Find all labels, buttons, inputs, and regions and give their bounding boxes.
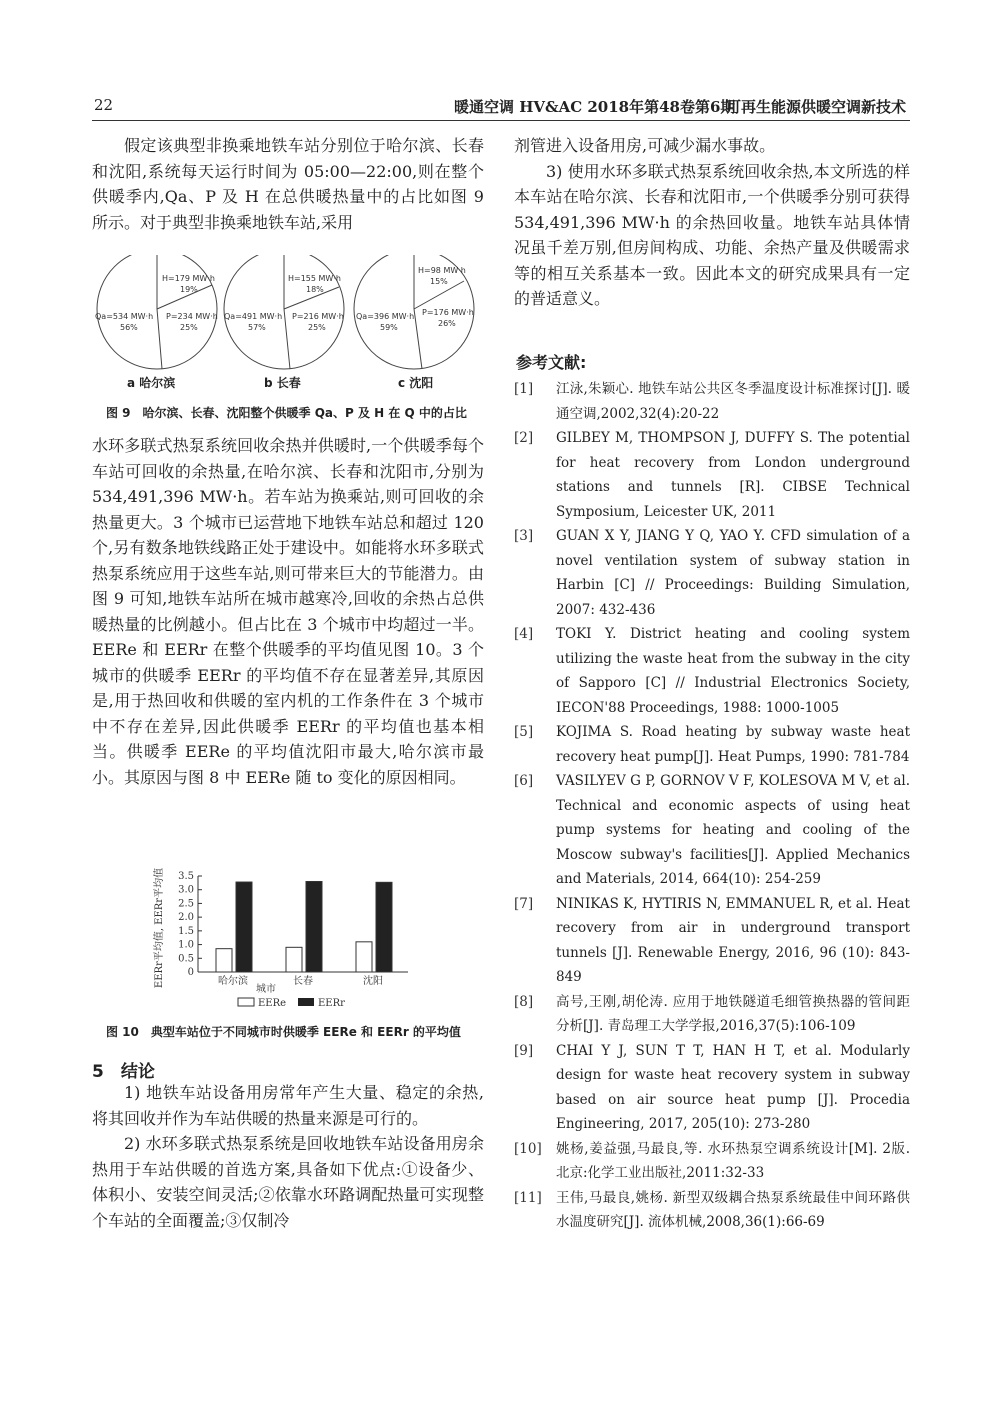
- pie-label-p-pct: 25%: [180, 323, 198, 332]
- reference-text: CHAI Y J, SUN T T, HAN H T, et al. Modularly design for waste heat recovery system in subway based on air source heat pump [J]. Procedia Engineering, 2017, 205(10): 273-280: [556, 1042, 910, 1132]
- reference-item: [514, 1039, 910, 1137]
- pie-label-qa: Qa=396 MW·h: [356, 312, 415, 321]
- pie-label-p-pct: 25%: [308, 323, 326, 332]
- pie-label-qa: Qa=534 MW·h: [95, 312, 154, 321]
- pie-label-p-pct: 26%: [438, 319, 456, 328]
- references-heading: 参考文献:: [516, 353, 587, 372]
- pie-city-label: a 哈尔滨: [127, 376, 176, 390]
- legend: [238, 998, 345, 1009]
- legend-swatch-eerr: [298, 998, 314, 1006]
- reference-item: [514, 1137, 910, 1186]
- reference-text: 王伟,马最良,姚杨. 新型双级耦合热泵系统最佳中间环路供水温度研究[J]. 流体机械,2008,36(1):66-69: [556, 1189, 910, 1230]
- bar-eerr: [376, 882, 392, 972]
- reference-text: NINIKAS K, HYTIRIS N, EMMANUEL R, et al. Heat recovery from air in underground transport tunnels [J]. Renewable Energy, 2016, 96 (10): 843-849: [556, 895, 910, 985]
- pie-label-h-pct: 18%: [306, 285, 324, 294]
- reference-number: [8]: [514, 993, 534, 1010]
- pie-label-h: H=98 MW·h: [418, 266, 466, 275]
- pie-label-p: P=216 MW·h: [292, 312, 344, 321]
- reference-item: [514, 720, 910, 769]
- reference-text: TOKI Y. District heating and cooling system utilizing the waste heat from the subway in the city of Sapporo [C] // Industrial Electronics Society, IECON'88 Proceedings, 1988: 1000-1005: [556, 626, 910, 716]
- reference-text: 高号,王刚,胡伦涛. 应用于地铁隧道毛细管换热器的管间距分析[J]. 青岛理工大学学报,2016,37(5):106-109: [556, 993, 910, 1034]
- right-column-top: [514, 133, 910, 312]
- bar-eere: [356, 942, 372, 972]
- page-number: 22: [94, 96, 114, 114]
- references-list: [514, 377, 910, 1235]
- reference-number: [4]: [514, 626, 534, 642]
- reference-text: VASILYEV G P, GORNOV V F, KOLESOVA M V, et al. Technical and economic aspects of using heat pump systems for heating and cooling of the Moscow subway's facilities[J]. Applied Mechanics and Materials, 2014, 664(10): 254-259: [556, 773, 910, 887]
- figure-9: [92, 255, 484, 405]
- y-tick-label: 0: [187, 967, 194, 978]
- bars-group: [216, 881, 392, 972]
- left-column-middle: [92, 433, 484, 790]
- bar-eerr: [306, 881, 322, 972]
- pie-haerbin: [95, 255, 218, 390]
- bar-eerr: [236, 882, 252, 972]
- bar-chart: [138, 868, 438, 1018]
- figure-9-caption: 图 9 哈尔滨、长春、沈阳整个供暖季 Qa、P 及 H 在 Q 中的占比: [106, 406, 467, 420]
- reference-item: [514, 524, 910, 622]
- x-tick-label: 长春: [293, 976, 313, 987]
- reference-item: [514, 769, 910, 892]
- pie-label-h: H=179 MW·h: [162, 274, 215, 283]
- bar-eere: [286, 947, 302, 972]
- figure-10-caption: 图 10 典型车站位于不同城市时供暖季 EERe 和 EERr 的平均值: [106, 1025, 461, 1039]
- x-axis-label: 城市: [256, 984, 276, 995]
- pie-label-h-pct: 15%: [430, 277, 448, 286]
- paragraph: 3) 使用水环多联式热泵系统回收余热,本文所选的样本车站在哈尔滨、长春和沈阳市,一个供暖季分别可获得 534,491,396 MW·h 的余热回收量。地铁车站具体情况虽千差万别,但房间构成、功能、余热产量及供暖需求等的相互关系基本一致。因此本文的研究成果具有一定的普适意义。: [514, 161, 910, 308]
- reference-number: [9]: [514, 1042, 534, 1059]
- y-tick-label: 0.5: [178, 953, 194, 965]
- pie-label-h: H=155 MW·h: [288, 274, 341, 283]
- pie-label-h-pct: 19%: [180, 285, 198, 294]
- y-axis-label: EERr平均值, EERr平均值: [154, 868, 165, 989]
- paragraph: 假定该典型非换乘地铁车站分别位于哈尔滨、长春和沈阳,系统每天运行时间为 05:00—22:00,则在整个供暖季内,Qa、P 及 H 在总供暖热量中的占比如图 9 所示。对于典型非换乘地铁车站,采用: [92, 136, 484, 232]
- reference-number: [7]: [514, 895, 534, 912]
- pie-changchun: [224, 255, 344, 390]
- legend-swatch-eere: [238, 998, 254, 1006]
- paragraph: 剂管进入设备用房,可减少漏水事故。: [514, 136, 776, 155]
- y-tick-label: 1.5: [178, 925, 194, 937]
- section-title: 可再生能源供暖空调新技术: [725, 98, 906, 116]
- paragraph: 2) 水环多联式热泵系统是回收地铁车站设备用房余热用于车站供暖的首选方案,具备如下优点:①设备少、体积小、安装空间灵活;②依靠水环路调配热量可实现整个车站的全面覆盖;③仅制冷: [92, 1134, 484, 1230]
- reference-item: [514, 892, 910, 990]
- reference-text: GUAN X Y, JIANG Y Q, YAO Y. CFD simulation of a novel ventilation system of subway station in Harbin [C] // Proceedings: Building Simulation, 2007: 432-436: [556, 528, 910, 618]
- reference-text: 江泳,朱颖心. 地铁车站公共区冬季温度设计标准探讨[J]. 暖通空调,2002,32(4):20-22: [556, 381, 910, 422]
- reference-text: GILBEY M, THOMPSON J, DUFFY S. The potential for heat recovery from London underground stations and tunnels [R]. CIBSE Technical Symposium, Leicester UK, 2011: [556, 430, 910, 520]
- left-column-bottom: [92, 1080, 484, 1233]
- reference-number: [5]: [514, 724, 534, 740]
- pie-label-qa: Qa=491 MW·h: [224, 312, 283, 321]
- reference-item: [514, 622, 910, 720]
- y-tick-label: 3.5: [178, 871, 194, 882]
- reference-number: [6]: [514, 773, 534, 789]
- y-tick-label: 3.0: [178, 884, 194, 896]
- pie-label-qa-pct: 59%: [380, 323, 398, 332]
- reference-number: [1]: [514, 381, 534, 397]
- pie-label-qa-pct: 56%: [120, 323, 138, 332]
- paragraph: 水环多联式热泵系统回收余热并供暖时,一个供暖季每个车站可回收的余热量,在哈尔滨、长春和沈阳市,分别为 534,491,396 MW·h。若车站为换乘站,则可回收的余热量更大。3 个城市已运营地下地铁车站总和超过 120 个,另有数条地铁线路正处于建设中。如能将水环多联式热泵系统应用于这些车站,则可带来巨大的节能潜力。由图 9 可知,地铁车站所在城市越寒冷,回收的余热占总供暖热量的比例越小。但占比在 3 个城市中均超过一半。EERe 和 EERr 在整个供暖季的平均值见图 10。3 个城市的供暖季 EERr 的平均值不存在显著差异,其原因是,用于热回收和供暖的室内机的工作条件在 3 个城市中不存在差异,因此供暖季 EERr 的平均值也基本相当。供暖季 EERe 的平均值沈阳市最大,哈尔滨市最小。其原因与图 8 中 EERe 随 to 变化的原因相同。: [92, 436, 484, 787]
- reference-number: [11]: [514, 1189, 542, 1206]
- reference-item: [514, 377, 910, 426]
- reference-item: [514, 1186, 910, 1235]
- reference-number: [3]: [514, 528, 534, 544]
- paragraph: 1) 地铁车站设备用房常年产生大量、稳定的余热,将其回收并作为车站供暖的热量来源是可行的。: [92, 1083, 484, 1128]
- x-tick-label: 哈尔滨: [218, 976, 248, 987]
- reference-text: KOJIMA S. Road heating by subway waste heat recovery heat pump[J]. Heat Pumps, 1990: 781-784: [556, 724, 910, 765]
- y-tick-label: 1.0: [178, 939, 194, 951]
- legend-label-eere: EERe: [258, 998, 287, 1009]
- reference-item: [514, 990, 910, 1039]
- reference-text: 姚杨,姜益强,马最良,等. 水环热泵空调系统设计[M]. 2版. 北京:化学工业出版社,2011:32-33: [556, 1140, 910, 1181]
- legend-label-eerr: EERr: [318, 998, 345, 1009]
- left-column-top: [92, 133, 484, 235]
- x-tick-label: 沈阳: [363, 976, 383, 987]
- pie-city-label: c 沈阳: [398, 376, 434, 390]
- pie-label-p: P=234 MW·h: [166, 312, 218, 321]
- figure-10: [138, 868, 438, 1018]
- reference-number: [2]: [514, 430, 534, 446]
- pie-shenyang: [354, 255, 474, 390]
- pie-label-p: P=176 MW·h: [422, 308, 474, 317]
- journal-title: 暖通空调 HV&AC 2018年第48卷第6期: [454, 98, 736, 116]
- bar-eere: [216, 949, 232, 972]
- reference-item: [514, 426, 910, 524]
- reference-number: [10]: [514, 1140, 542, 1157]
- y-tick-label: 2.5: [178, 898, 194, 910]
- section-heading: 5 结论: [92, 1062, 155, 1082]
- pie-charts: [92, 255, 484, 405]
- pie-label-qa-pct: 57%: [248, 323, 266, 332]
- pie-city-label: b 长春: [264, 376, 301, 390]
- page-header: [92, 96, 910, 121]
- y-tick-label: 2.0: [178, 912, 194, 924]
